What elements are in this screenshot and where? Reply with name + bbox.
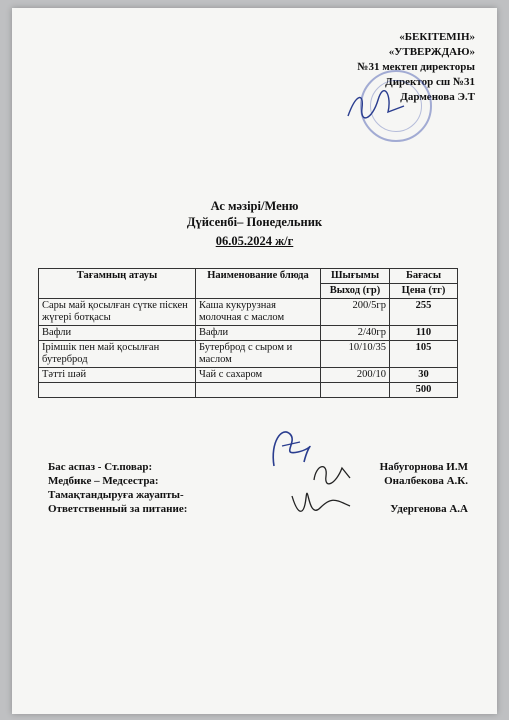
approval-line-1: «БЕКІТЕМІН» — [399, 31, 475, 43]
dish-name-ru: Каша кукурузная молочная с маслом — [196, 299, 321, 326]
menu-title — [12, 198, 497, 230]
approval-line-4: Директор сш №31 — [385, 76, 475, 88]
empty-cell — [321, 383, 390, 398]
cook-label: Бас аспаз - Ст.повар: — [48, 461, 153, 473]
nurse-signature — [308, 456, 356, 490]
header-yield-ru: Выход (гр) — [321, 284, 390, 299]
empty-cell — [196, 383, 321, 398]
header-name-kz: Тағамның атауы — [39, 269, 196, 299]
header-yield-kz: Шығымы — [321, 269, 390, 284]
dish-name-kz: Сары май қосылған сүтке піскен жүгері ботқасы — [39, 299, 196, 326]
dish-price: 110 — [390, 326, 458, 341]
approval-line-3: №31 мектеп директоры — [357, 61, 475, 73]
dish-yield: 200/10 — [321, 368, 390, 383]
responsible-label-kz: Тамақтандыруға жауапты- — [48, 489, 184, 501]
header-price-kz: Бағасы — [390, 269, 458, 284]
dish-yield: 2/40гр — [321, 326, 390, 341]
dish-name-ru: Вафли — [196, 326, 321, 341]
table-header-row — [39, 269, 458, 284]
staff-row-cook — [48, 460, 468, 474]
table-row — [39, 326, 458, 341]
dish-name-ru: Чай с сахаром — [196, 368, 321, 383]
table-row — [39, 299, 458, 326]
header-price-ru: Цена (тг) — [390, 284, 458, 299]
table-row — [39, 341, 458, 368]
dish-name-kz: Ірімшік пен май қосылған бутерброд — [39, 341, 196, 368]
cook-name: Набугорнова И.М — [379, 461, 468, 473]
dish-name-kz: Тәтті шәй — [39, 368, 196, 383]
staff-row-nurse — [48, 474, 468, 488]
dish-name-ru: Бутерброд с сыром и маслом — [196, 341, 321, 368]
dish-price: 255 — [390, 299, 458, 326]
responsible-signature — [284, 486, 356, 526]
dish-yield: 10/10/35 — [321, 341, 390, 368]
staff-row-responsible — [48, 488, 468, 502]
table-total-row — [39, 383, 458, 398]
header-name-ru: Наименование блюда — [196, 269, 321, 299]
dish-price: 30 — [390, 368, 458, 383]
nurse-label: Медбике – Медсестра: — [48, 475, 159, 487]
total-price: 500 — [390, 383, 458, 398]
menu-title-line-2: Дүйсенбі– Понедельник — [186, 215, 323, 229]
menu-table — [38, 268, 458, 398]
nurse-name: Оналбекова А.К. — [384, 475, 468, 487]
dish-price: 105 — [390, 341, 458, 368]
menu-date: 06.05.2024 ж/г — [215, 234, 294, 248]
approval-line-2: «УТВЕРЖДАЮ» — [388, 46, 475, 58]
director-signature — [342, 86, 412, 126]
responsible-name: Удергенова А.А — [390, 503, 468, 515]
menu-title-line-1: Ас мәзірі/Меню — [210, 199, 299, 213]
document-page — [12, 8, 497, 714]
dish-yield: 200/5гр — [321, 299, 390, 326]
empty-cell — [39, 383, 196, 398]
staff-row-responsible — [48, 502, 468, 516]
table-row — [39, 368, 458, 383]
staff-signatures — [48, 460, 468, 516]
approval-line-5: Дарменова Э.Т — [400, 91, 475, 103]
responsible-label-ru: Ответственный за питание: — [48, 503, 188, 515]
dish-name-kz: Вафли — [39, 326, 196, 341]
